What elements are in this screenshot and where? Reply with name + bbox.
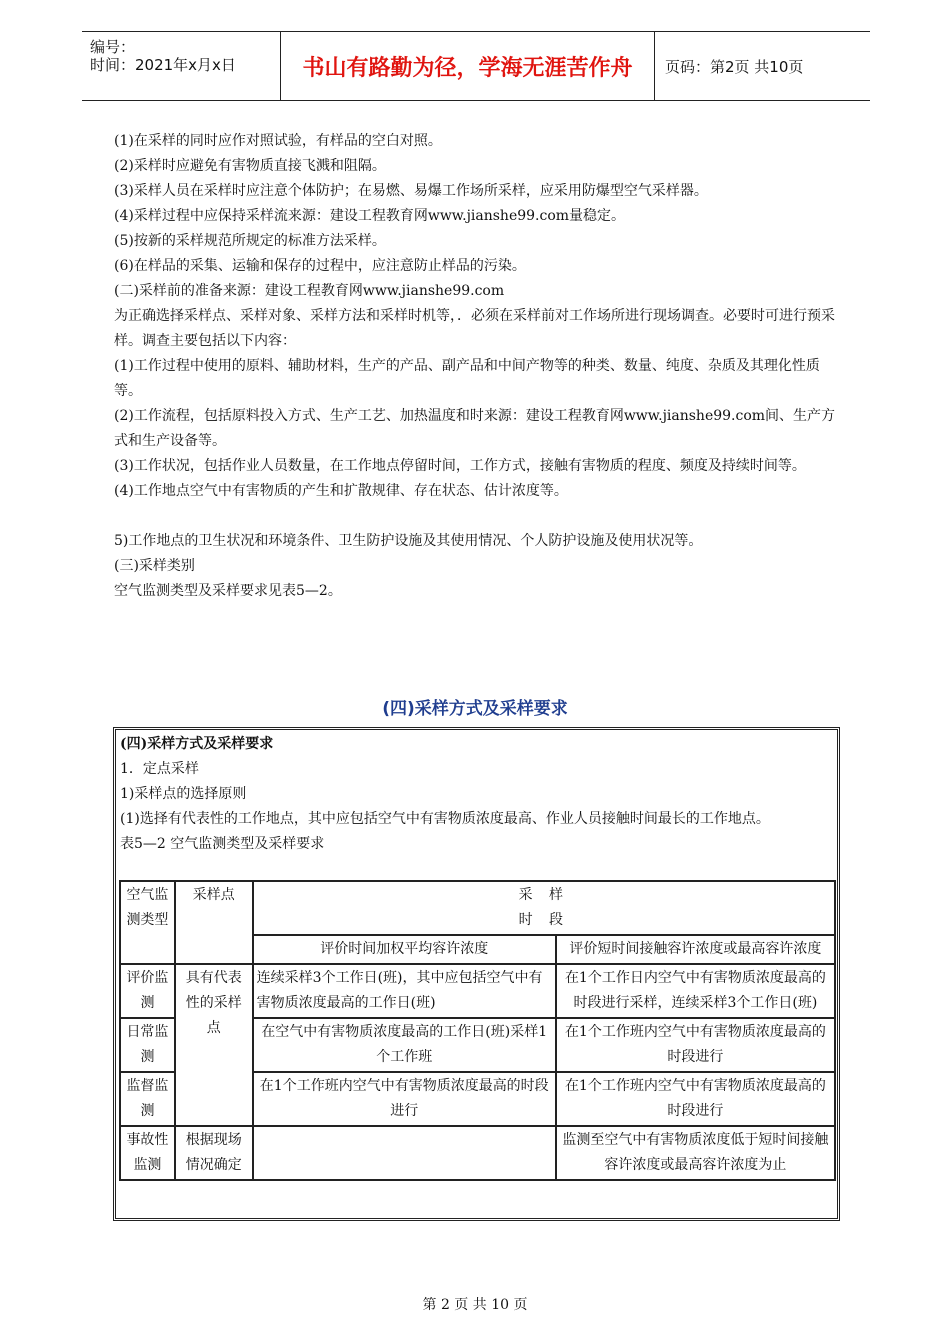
cell-shared-point: 具有代表性的采样点 [175, 964, 253, 1126]
cell-twa: 连续采样3个工作日(班)，其中应包括空气中有害物质浓度最高的工作日(班) [253, 964, 556, 1018]
header-stel: 评价短时间接触容许浓度或最高容许浓度 [556, 935, 835, 964]
section-title: (四)采样方式及采样要求 [382, 699, 568, 719]
paragraph: 为正确选择采样点、采样对象、采样方法和采样时机等，．必须在采样前对工作场所进行现场调查。必要时可进行预采样。调查主要包括以下内容： [114, 308, 835, 349]
paragraph: (6)在样品的采集、运输和保存的过程中，应注意防止样品的污染。 [114, 258, 526, 274]
table-caption: 表5—2 空气监测类型及采样要求 [120, 836, 325, 852]
page-header [82, 31, 870, 101]
paragraph: (2)工作流程，包括原料投入方式、生产工艺、加热温度和时来源：建设工程教育网www.jianshe99.com间、生产方式和生产设备等。 [114, 408, 836, 449]
cell-stel: 监测至空气中有害物质浓度低于短时间接触容许浓度或最高容许浓度为止 [556, 1126, 835, 1180]
header-sampling-period [253, 881, 835, 935]
cell-stel: 在1个工作日内空气中有害物质浓度最高的时段进行采样，连续采样3个工作日(班) [556, 964, 835, 1018]
box-heading: (四)采样方式及采样要求 [120, 736, 274, 752]
body-text [114, 129, 844, 604]
paragraph: (三)采样类别 [114, 558, 195, 574]
box-line: (1)选择有代表性的工作地点，其中应包括空气中有害物质浓度最高、作业人员接触时间最长的工作地点。 [120, 811, 770, 827]
cell-twa: 在1个工作班内空气中有害物质浓度最高的时段进行 [253, 1072, 556, 1126]
cell-twa: 在空气中有害物质浓度最高的工作日(班)采样1个工作班 [253, 1018, 556, 1072]
box-line: 1．定点采样 [120, 761, 199, 777]
header-motto: 书山有路勤为径，学海无涯苦作舟 [281, 32, 655, 100]
document-time-label: 时间：2021年x月x日 [90, 56, 236, 74]
box-line: 1)采样点的选择原则 [120, 786, 247, 802]
cell-twa [253, 1126, 556, 1180]
header-twa: 评价时间加权平均容许浓度 [253, 935, 556, 964]
box-intro [120, 732, 832, 857]
header-meta [82, 32, 281, 100]
monitoring-requirements-table [119, 880, 836, 1181]
header-sampling-period-line1: 采 样 [518, 887, 570, 903]
header-monitoring-type: 空气监测类型 [120, 881, 175, 964]
header-sampling-point: 采样点 [175, 881, 253, 964]
table-row [120, 1126, 835, 1180]
paragraph: (4)采样过程中应保持采样流来源：建设工程教育网www.jianshe99.com量稳定。 [114, 208, 626, 224]
cell-type: 监督监测 [120, 1072, 175, 1126]
header-sampling-period-line2: 时 段 [518, 912, 570, 928]
paragraph: 5)工作地点的卫生状况和环境条件、卫生防护设施及其使用情况、个人防护设施及使用状况等。 [114, 533, 703, 549]
cell-point: 根据现场情况确定 [175, 1126, 253, 1180]
table-header-row [120, 881, 835, 935]
page-footer: 第 2 页 共 10 页 [422, 1297, 528, 1313]
paragraph: (4)工作地点空气中有害物质的产生和扩散规律、存在状态、估计浓度等。 [114, 483, 568, 499]
sampling-requirements-box [113, 727, 840, 1221]
paragraph: (二)采样前的准备来源：建设工程教育网www.jianshe99.com [114, 283, 505, 299]
header-page-label: 页码：第2页 共10页 [665, 57, 804, 76]
table-row [120, 964, 835, 1018]
paragraph: (5)按新的采样规范所规定的标准方法采样。 [114, 233, 386, 249]
document-number-label: 编号： [90, 38, 136, 56]
cell-type: 评价监测 [120, 964, 175, 1018]
paragraph: (2)采样时应避免有害物质直接飞溅和阻隔。 [114, 158, 386, 174]
cell-type: 日常监测 [120, 1018, 175, 1072]
cell-stel: 在1个工作班内空气中有害物质浓度最高的时段进行 [556, 1072, 835, 1126]
paragraph: 空气监测类型及采样要求见表5—2。 [114, 583, 342, 599]
paragraph: (1)工作过程中使用的原料、辅助材料，生产的产品、副产品和中间产物等的种类、数量、纯度、杂质及其理化性质等。 [114, 358, 820, 399]
paragraph: (1)在采样的同时应作对照试验，有样品的空白对照。 [114, 133, 442, 149]
paragraph: (3)采样人员在采样时应注意个体防护；在易燃、易爆工作场所采样，应采用防爆型空气采样器。 [114, 183, 708, 199]
paragraph: (3)工作状况，包括作业人员数量，在工作地点停留时间，工作方式，接触有害物质的程度、频度及持续时间等。 [114, 458, 806, 474]
cell-stel: 在1个工作班内空气中有害物质浓度最高的时段进行 [556, 1018, 835, 1072]
cell-type: 事故性监测 [120, 1126, 175, 1180]
